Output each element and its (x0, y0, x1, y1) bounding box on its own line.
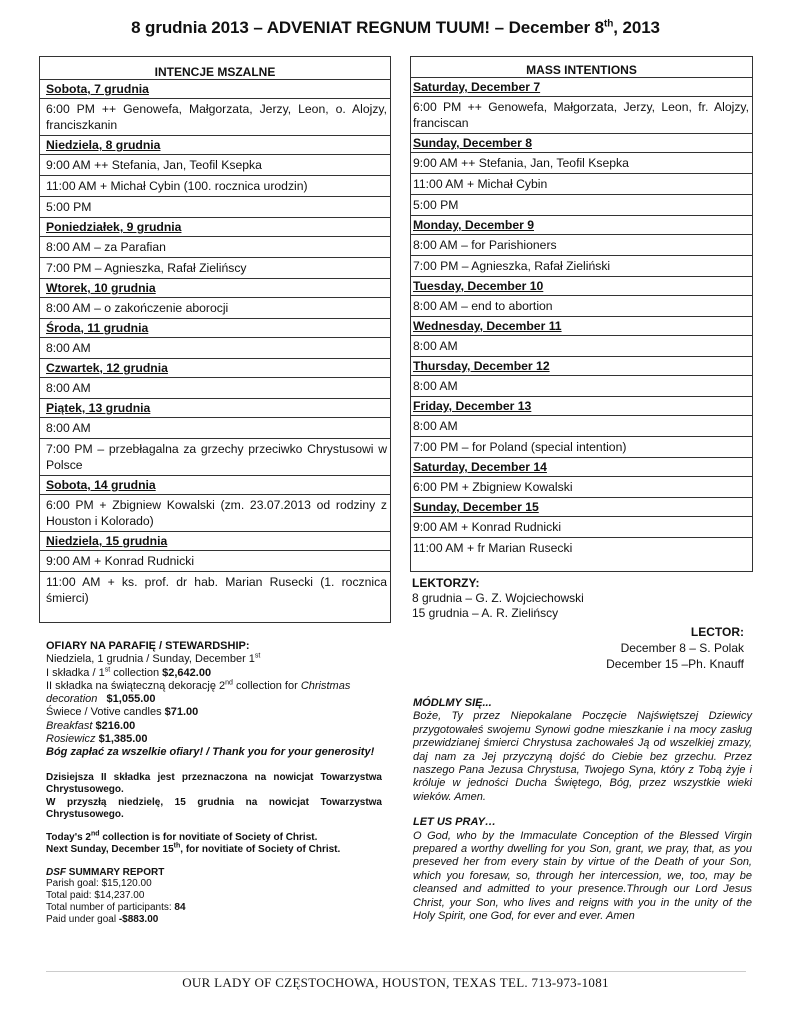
dsf-total-paid: Total paid: $14,237.00 (46, 890, 145, 902)
prayer-text-en: O God, who by the Immaculate Conception of the Blessed Virgin prepared a worthy dwelling for you Son, grant, we pray, that, as you preseved her from every stain by virtue of the Death of your Son, which you foresaw, so, through her intercession, we, too, may be cleansed and admitted to your presence.Through our Lord Jesus Christ, your Son, who lives and reigns with you in the unity of the Holy Spirit, one God, for ever and ever. Amen (413, 829, 752, 923)
mass-intention: 8:00 AM – for Parishioners (411, 234, 752, 255)
footer-contact: OUR LADY OF CZĘSTOCHOWA, HOUSTON, TEXAS TEL. 713-973-1081 (182, 975, 609, 990)
lector-line: December 8 – S. Polak (620, 641, 744, 655)
footer-divider (46, 971, 746, 972)
mass-intention: 9:00 AM ++ Stefania, Jan, Teofil Ksepka (411, 152, 752, 173)
mass-intention: 6:00 PM ++ Genowefa, Małgorzata, Jerzy, Leon, o. Alojzy, franciszkanin (40, 98, 390, 135)
dsf-participants: Total number of participants: 84 (46, 902, 186, 914)
mass-intention: 11:00 AM + ks. prof. dr hab. Marian Rusecki (1. rocznica śmierci) (40, 571, 390, 608)
lector-line: December 15 –Ph. Knauff (606, 657, 744, 671)
day-heading: Środa, 11 grudnia (40, 318, 390, 337)
next-collection-note-en: Next Sunday, December 15th, for novitiate of Society of Christ. (46, 842, 341, 856)
mass-intention: 8:00 AM (40, 417, 390, 438)
thank-you-note: Bóg zapłać za wszelkie ofiary! / Thank you for your generosity! (46, 746, 375, 759)
prayer-text-pl: Boże, Ty przez Niepokalane Poczęcie Najświętszej Dziewicy przygotowałeś swojemu Synowi godne mieszkanie i na mocy zasług przewidzianej śmierci Chrystusa zachowałeś Ją od wszelkiej zmazy, daj nam za Jej przyczyną dojść do Ciebie bez grzechu. Przez naszego Pana Jezusa Chrystusa, Twojego Syna, który z Tobą żyje i króluje w jedności Ducha Świętego, Bóg, przez wszystkie wieki wieków. Amen. (413, 710, 752, 803)
second-collection-note-en: Today's 2nd collection is for novitiate of Society of Christ. (46, 830, 318, 843)
english-intentions-table (410, 56, 753, 572)
day-heading: Niedziela, 15 grudnia (40, 531, 390, 550)
lektorzy-line: 15 grudnia – A. R. Zielińscy (412, 606, 559, 620)
second-collection: II składka na świąteczną dekorację 2nd collection for Christmas decoration $1,055.00 (46, 679, 351, 706)
lector-header: LECTOR: (690, 625, 744, 639)
day-heading: Czwartek, 12 grudnia (40, 358, 390, 377)
day-heading: Thursday, December 12 (411, 356, 752, 375)
mass-intention: 8:00 AM (40, 337, 390, 358)
mass-intention: 6:00 PM + Zbigniew Kowalski (411, 476, 752, 497)
polish-intentions-table (39, 56, 391, 623)
day-heading: Saturday, December 14 (411, 457, 752, 476)
day-heading: Wednesday, December 11 (411, 316, 752, 335)
day-heading: Monday, December 9 (411, 215, 752, 234)
first-collection: I składka / 1st collection $2,642.00 (46, 665, 212, 679)
day-heading: Piątek, 13 grudnia (40, 398, 390, 417)
lektorzy-section (412, 576, 752, 621)
votive-candles: Świece / Votive candles $71.00 (46, 706, 199, 719)
breakfast: Breakfast $216.00 (46, 719, 136, 732)
mass-intention: 8:00 AM – o zakończenie aborocji (40, 297, 390, 318)
mass-intention: 6:00 PM + Zbigniew Kowalski (zm. 23.07.2013 od rodziny z Houston i Kolorado) (40, 494, 390, 531)
page-title: 8 grudnia 2013 – ADVENIAT REGNUM TUUM! – December 8th, 2013 (131, 18, 660, 37)
mass-intention: 8:00 AM (411, 335, 752, 356)
mass-intention: 11:00 AM + fr Marian Rusecki (411, 537, 752, 558)
stewardship-section (46, 640, 382, 926)
mass-intention: 11:00 AM + Michał Cybin (411, 173, 752, 194)
day-heading: Wtorek, 10 grudnia (40, 278, 390, 297)
day-heading: Tuesday, December 10 (411, 276, 752, 295)
dsf-header: DSF SUMMARY REPORT (46, 866, 165, 878)
english-intentions-header: MASS INTENTIONS (526, 63, 637, 77)
mass-intention: 8:00 AM – end to abortion (411, 295, 752, 316)
mass-intention: 7:00 PM – Agnieszka, Rafał Zieliński (411, 255, 752, 276)
mass-intention: 8:00 AM (411, 375, 752, 396)
dsf-parish-goal: Parish goal: $15,120.00 (46, 878, 152, 890)
day-heading: Saturday, December 7 (411, 77, 752, 96)
day-heading: Friday, December 13 (411, 396, 752, 415)
lektorzy-header: LEKTORZY: (412, 576, 480, 590)
second-collection-note-pl: Dzisiejsza II składka jest przeznaczona na nowicjat Towarzystwa Chrystusowego. (46, 771, 382, 796)
mass-intention: 5:00 PM (411, 194, 752, 215)
mass-intention: 8:00 AM (411, 415, 752, 436)
mass-intention: 7:00 PM – przebłagalna za grzechy przeciwko Chrystusowi w Polsce (40, 438, 390, 475)
mass-intention: 9:00 AM + Konrad Rudnicki (411, 516, 752, 537)
mass-intention: 11:00 AM + Michał Cybin (100. rocznica urodzin) (40, 175, 390, 196)
mass-intention: 8:00 AM – za Parafian (40, 236, 390, 257)
prayer-header-en: LET US PRAY… (413, 816, 496, 829)
rosiewicz: Rosiewicz $1,385.00 (46, 733, 148, 746)
mass-intention: 7:00 PM – Agnieszka, Rafał Zielińscy (40, 257, 390, 278)
day-heading: Sobota, 7 grudnia (40, 79, 390, 98)
day-heading: Sunday, December 8 (411, 133, 752, 152)
mass-intention: 9:00 AM + Konrad Rudnicki (40, 550, 390, 571)
next-collection-note-pl: W przyszłą niedzielę, 15 grudnia na nowicjat Towarzystwa Chrystusowego. (46, 796, 382, 821)
day-heading: Sobota, 14 grudnia (40, 475, 390, 494)
mass-intention: 9:00 AM ++ Stefania, Jan, Teofil Ksepka (40, 154, 390, 175)
day-heading: Niedziela, 8 grudnia (40, 135, 390, 154)
mass-intention: 5:00 PM (40, 196, 390, 217)
mass-intention: 7:00 PM – for Poland (special intention) (411, 436, 752, 457)
collection-date: Niedziela, 1 grudnia / Sunday, December 1st (46, 652, 261, 666)
polish-intentions-header: INTENCJE MSZALNE (154, 65, 276, 79)
mass-intention: 6:00 PM ++ Genowefa, Małgorzata, Jerzy, Leon, fr. Alojzy, franciscan (411, 96, 752, 133)
mass-intention: 8:00 AM (40, 377, 390, 398)
prayer-section (413, 697, 752, 924)
lektorzy-line: 8 grudnia – G. Z. Wojciechowski (412, 591, 584, 605)
dsf-under-goal: Paid under goal -$883.00 (46, 913, 159, 925)
day-heading: Poniedziałek, 9 grudnia (40, 217, 390, 236)
lector-section (444, 624, 744, 672)
day-heading: Sunday, December 15 (411, 497, 752, 516)
prayer-header-pl: MÓDLMY SIĘ... (413, 697, 492, 709)
stewardship-header: OFIARY NA PARAFIĘ / STEWARDSHIP: (46, 640, 250, 652)
